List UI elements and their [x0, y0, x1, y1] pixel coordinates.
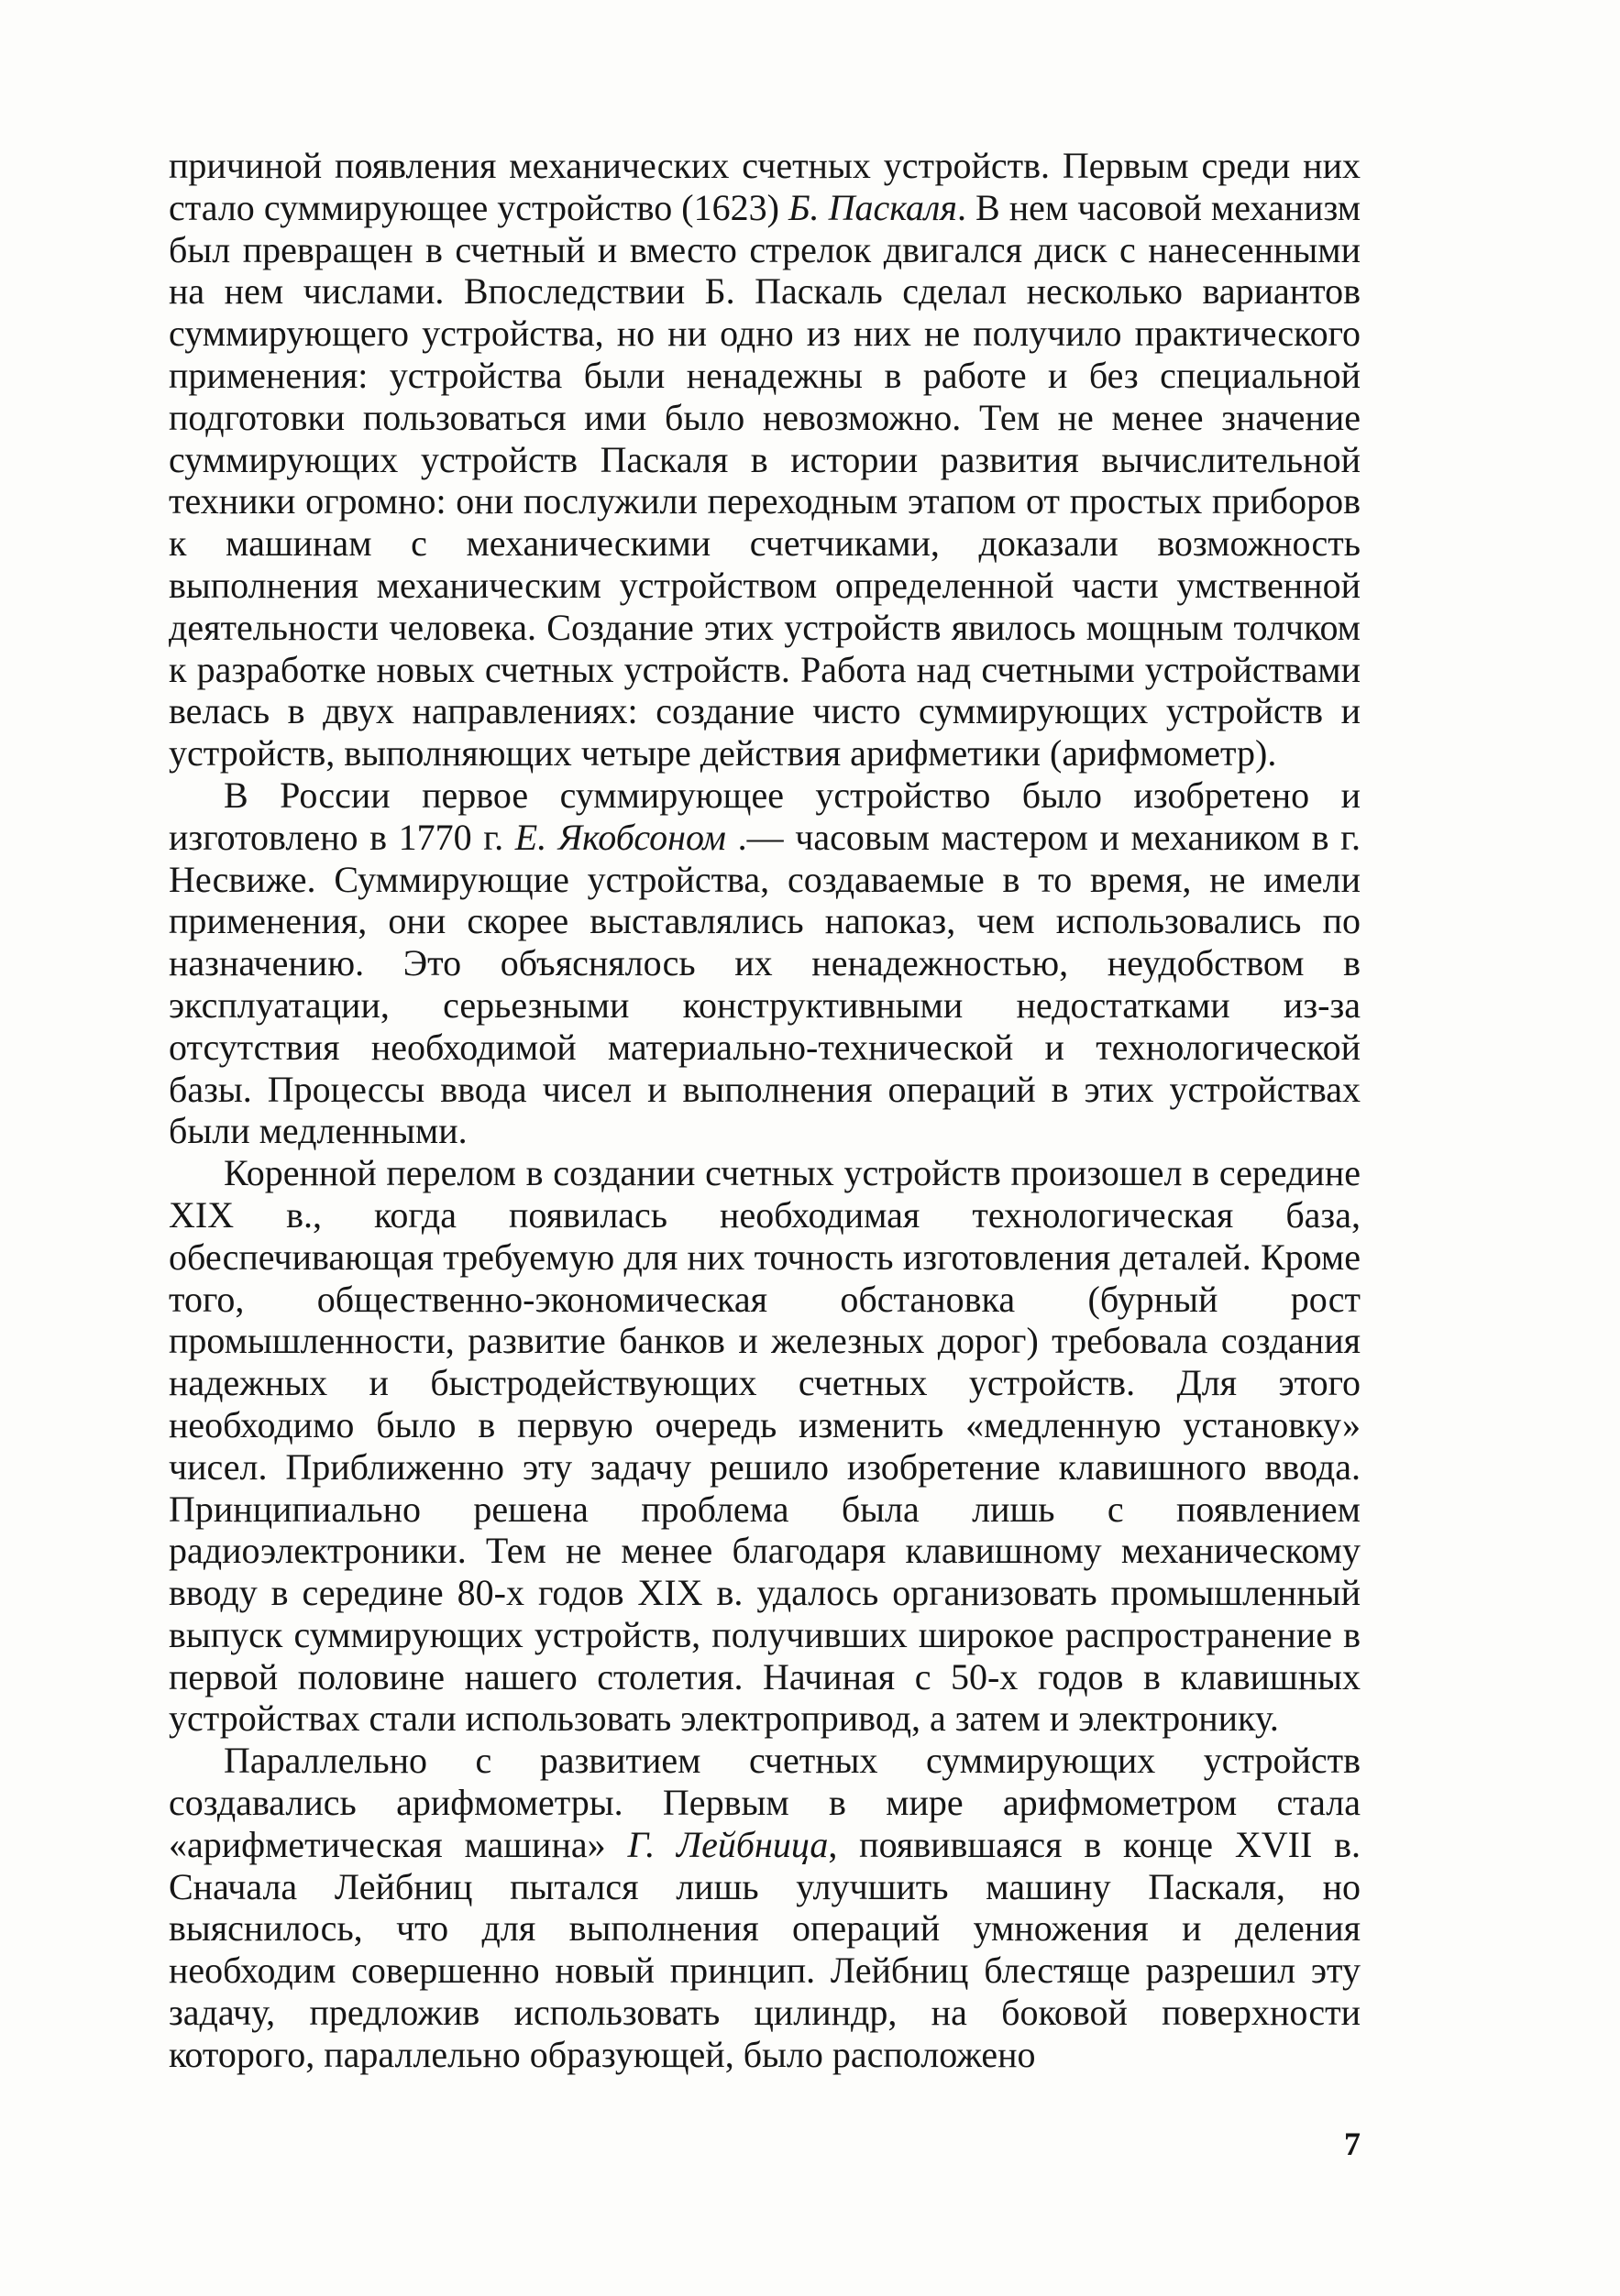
author-name-leibniz: Г. Лейбница	[627, 1823, 829, 1865]
page-number: 7	[1344, 2126, 1361, 2162]
paragraph-text: В России первое суммирующее устройство было изобретено и изготовлено в 1770 г.	[169, 774, 1361, 858]
paragraph-text: причиной появления механических счетных устройств. Первым среди них стало суммирующее устройство (1623)	[169, 145, 1361, 228]
paragraph-text: . В нем часовой механизм был превращен в счетный и вместо стрелок двигался диск с нанесенными на нем числами. Впоследствии Б. Паскаль сделал несколько вариантов суммирующего устройства, но ни одно из них не получило практического применения: устройства были ненадежны в работе и без специальной подготовки пользоваться ими было невозможно. Тем не менее значение суммирующих устройств Паскаля в истории развития вычислительной техники огромно: они послужили переходным этапом от простых приборов к машинам с механическими счетчиками, доказали возможность выполнения механическим устройством определенной части умственной деятельности человека. Создание этих устройств явилось мощным толчком к разработке новых счетных устройств. Работа над счетными устройствами велась в двух направлениях: создание чисто суммирующих устройств и устройств, выполняющих четыре действия арифметики (арифмометр).	[169, 186, 1361, 774]
paragraph-text: Коренной перелом в создании счетных устройств произошел в середине XIX в., когда появилась необходимая технологическая база, обеспечивающая требуемую для них точность изготовления деталей. Кроме того, общественно-экономическая обстановка (бурный рост промышленности, развитие банков и железных дорог) требовала создания надежных и быстродействующих счетных устройств. Для этого необходимо было в первую очередь изменить «медленную установку» чисел. Приближенно эту задачу решило изобретение клавишного ввода. Принципиально решена проблема была лишь с появлением радиоэлектроники. Тем не менее благодаря клавишному механическому вводу в середине 80-х годов XIX в. удалось организовать промышленный выпуск суммирующих устройств, получивших широкое распространение в первой половине нашего столетия. Начиная с 50-х годов в клавишных устройствах стали использовать электропривод, а затем и электронику.	[169, 1152, 1361, 1740]
paragraph-turning-point	[169, 1152, 1361, 1740]
author-name-jacobson: Е. Якобсоном	[514, 816, 726, 858]
author-name-pascal: Б. Паскаля	[788, 186, 957, 228]
paragraph-text: , появившаяся в конце XVII в. Сначала Лейбниц пытался лишь улучшить машину Паскаля, но выяснилось, что для выполнения операций умножения и деления необходим совершенно новый принцип. Лейбниц блестяще разрешил эту задачу, предложив использовать цилиндр, на боковой поверхности которого, параллельно образующей, было расположено	[169, 1823, 1361, 2075]
paragraph-text: .— часовым мастером и механиком в г. Несвиже. Суммирующие устройства, создаваемые в то время, не имели применения, они скорее выставлялись напоказ, чем использовались по назначению. Это объяснялось их ненадежностью, неудобством в эксплуатации, серьезными конструктивными недостатками из-за отсутствия необходимой материально-технической и технологической базы. Процессы ввода чисел и выполнения операций в этих устройствах были медленными.	[169, 816, 1361, 1152]
body-text	[169, 145, 1361, 2076]
paragraph-pascal	[169, 145, 1361, 774]
paragraph-arithmometers	[169, 1740, 1361, 2075]
paragraph-russia	[169, 774, 1361, 1152]
paragraph-text: Параллельно с развитием счетных суммирующих устройств создавались арифмометры. Первым в мире арифмометром стала «арифметическая машина»	[169, 1740, 1361, 1865]
